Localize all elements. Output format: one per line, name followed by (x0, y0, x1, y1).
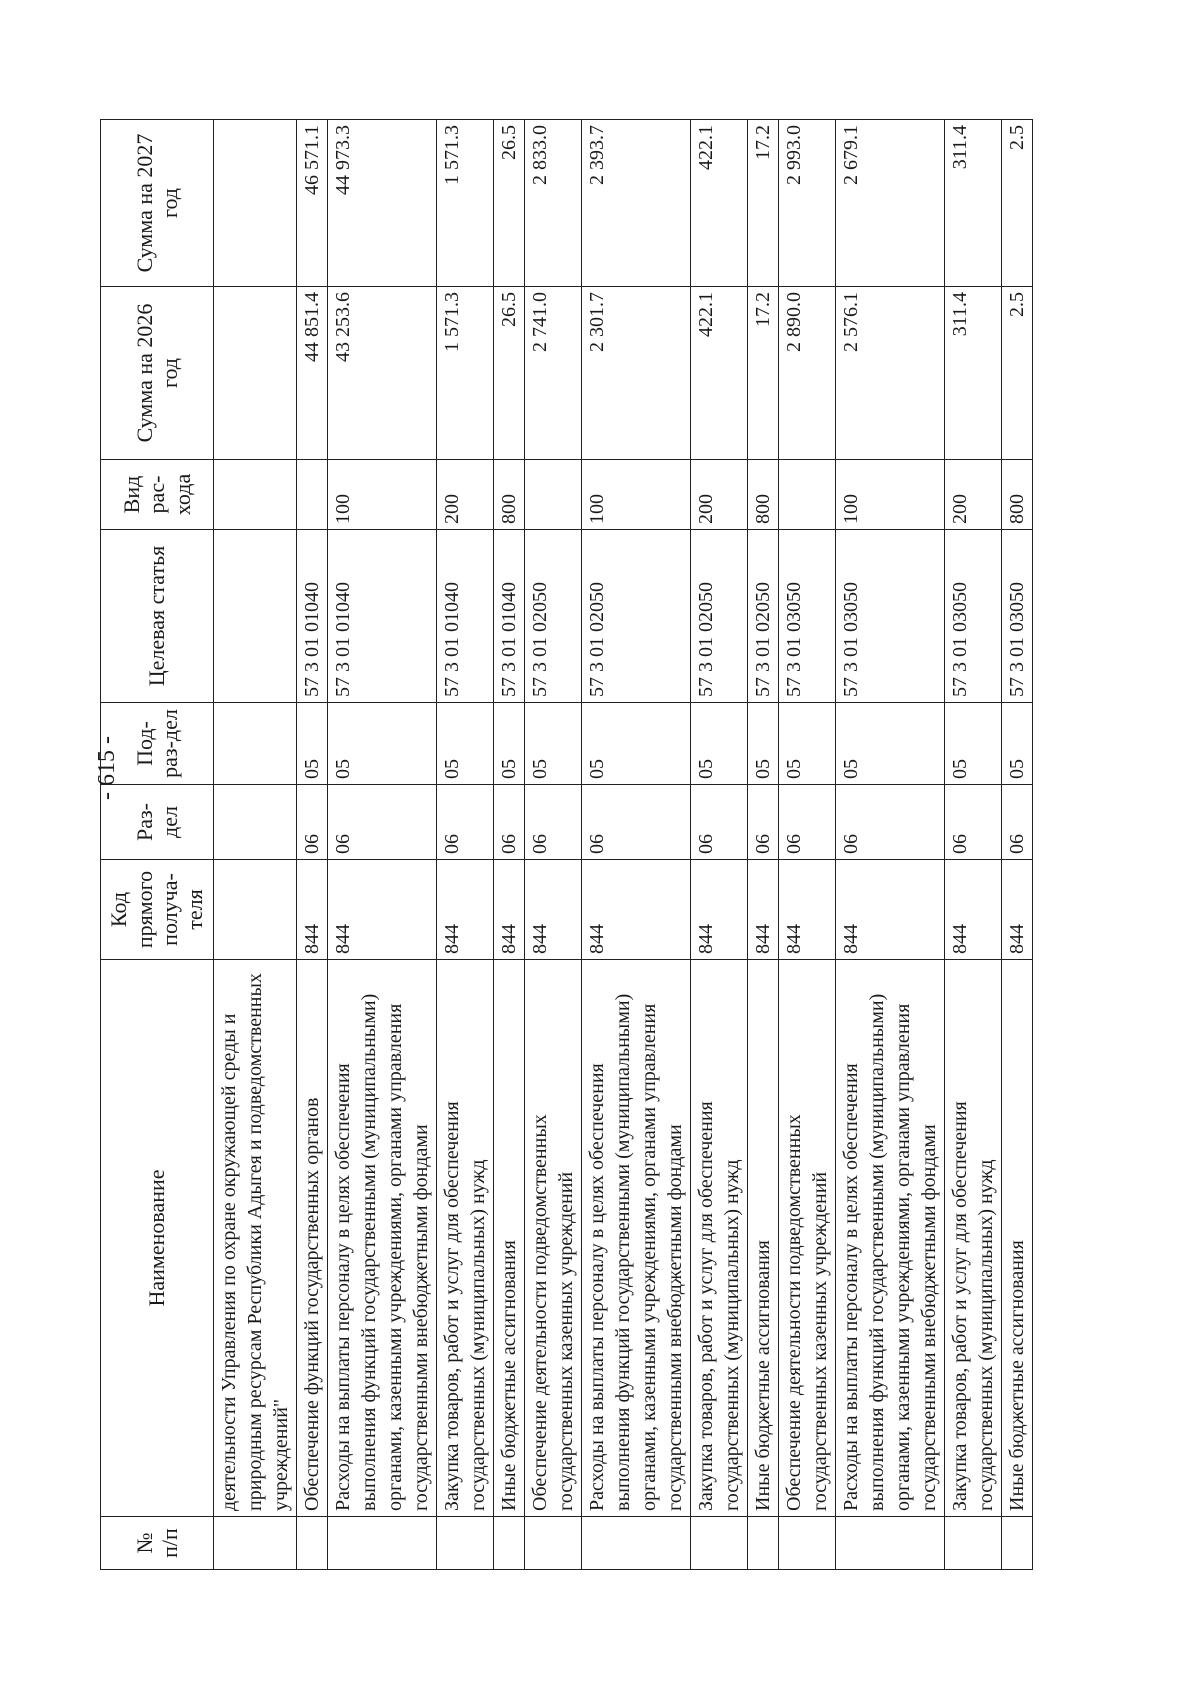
table-body (214, 120, 1033, 1570)
cell-expense-type (779, 460, 836, 530)
cell-subsection: 05 (748, 703, 779, 785)
header-name: Наименование (101, 960, 214, 1517)
cell-section: 06 (328, 785, 437, 860)
cell-section: 06 (836, 785, 945, 860)
cell-sum-2026: 2 890.0 (779, 287, 836, 460)
cell-recipient-code: 844 (836, 860, 945, 960)
cell-section: 06 (494, 785, 525, 860)
cell-sum-2027 (214, 120, 297, 287)
cell-recipient-code: 844 (582, 860, 691, 960)
cell-expense-type: 100 (582, 460, 691, 530)
cell-sum-2026: 1 571.3 (437, 287, 494, 460)
header-recipient-code: Код прямого получа-теля (101, 860, 214, 960)
cell-expense-type: 100 (328, 460, 437, 530)
cell-subsection: 05 (297, 703, 328, 785)
cell-section: 06 (779, 785, 836, 860)
cell-expense-type: 200 (691, 460, 748, 530)
cell-section: 06 (582, 785, 691, 860)
cell-sum-2027: 2 833.0 (525, 120, 582, 287)
cell-sum-2026 (214, 287, 297, 460)
cell-name: деятельности Управления по охране окружающей среды и природным ресурсам Республики Адыгея и подведомственных учреждений" (214, 960, 297, 1517)
cell-name: Расходы на выплаты персоналу в целях обеспечения выполнения функций государственными (муниципальными) органами, казенными учреждениями, органами управления государственными внебюджетными фондами (328, 960, 437, 1517)
table-row (437, 120, 494, 1570)
table-row (748, 120, 779, 1570)
header-target-article: Целевая статья (101, 530, 214, 703)
header-no: № п/п (101, 1517, 214, 1570)
cell-name: Иные бюджетные ассигнования (494, 960, 525, 1517)
cell-name: Иные бюджетные ассигнования (748, 960, 779, 1517)
cell-subsection: 05 (525, 703, 582, 785)
cell-name: Обеспечение функций государственных органов (297, 960, 328, 1517)
cell-sum-2026: 2 576.1 (836, 287, 945, 460)
cell-recipient-code: 844 (945, 860, 1002, 960)
cell-sum-2026: 44 851.4 (297, 287, 328, 460)
cell-expense-type: 100 (836, 460, 945, 530)
cell-no (582, 1517, 691, 1570)
table-row (582, 120, 691, 1570)
cell-subsection: 05 (1002, 703, 1033, 785)
cell-name: Закупка товаров, работ и услуг для обеспечения государственных (муниципальных) нужд (437, 960, 494, 1517)
cell-recipient-code: 844 (437, 860, 494, 960)
cell-no (297, 1517, 328, 1570)
table-row (525, 120, 582, 1570)
cell-no (748, 1517, 779, 1570)
cell-name: Расходы на выплаты персоналу в целях обеспечения выполнения функций государственными (муниципальными) органами, казенными учреждениями, органами управления государственными внебюджетными фондами (582, 960, 691, 1517)
cell-target-article: 57 3 01 03050 (779, 530, 836, 703)
cell-sum-2027: 44 973.3 (328, 120, 437, 287)
cell-subsection: 05 (779, 703, 836, 785)
cell-sum-2026: 422.1 (691, 287, 748, 460)
cell-subsection: 05 (494, 703, 525, 785)
cell-section: 06 (691, 785, 748, 860)
cell-name: Обеспечение деятельности подведомственных государственных казенных учреждений (779, 960, 836, 1517)
cell-sum-2026: 26.5 (494, 287, 525, 460)
cell-no (494, 1517, 525, 1570)
cell-expense-type (297, 460, 328, 530)
cell-target-article: 57 3 01 02050 (582, 530, 691, 703)
header-sum-2026: Сумма на 2026 год (101, 287, 214, 460)
cell-section (214, 785, 297, 860)
cell-sum-2026: 2.5 (1002, 287, 1033, 460)
cell-recipient-code: 844 (1002, 860, 1033, 960)
cell-expense-type: 800 (494, 460, 525, 530)
cell-section: 06 (748, 785, 779, 860)
cell-no (214, 1517, 297, 1570)
cell-no (328, 1517, 437, 1570)
cell-no (836, 1517, 945, 1570)
cell-sum-2026: 17.2 (748, 287, 779, 460)
cell-sum-2027: 1 571.3 (437, 120, 494, 287)
cell-no (1002, 1517, 1033, 1570)
cell-subsection: 05 (437, 703, 494, 785)
cell-expense-type (525, 460, 582, 530)
cell-section: 06 (1002, 785, 1033, 860)
cell-recipient-code (214, 860, 297, 960)
cell-recipient-code: 844 (494, 860, 525, 960)
cell-section: 06 (945, 785, 1002, 860)
cell-sum-2027: 311.4 (945, 120, 1002, 287)
header-sum-2027: Сумма на 2027 год (101, 120, 214, 287)
cell-subsection: 05 (691, 703, 748, 785)
cell-no (691, 1517, 748, 1570)
cell-target-article: 57 3 01 03050 (945, 530, 1002, 703)
header-expense-type: Вид рас-хода (101, 460, 214, 530)
cell-expense-type (214, 460, 297, 530)
cell-recipient-code: 844 (691, 860, 748, 960)
cell-expense-type: 200 (945, 460, 1002, 530)
cell-name: Обеспечение деятельности подведомственных государственных казенных учреждений (525, 960, 582, 1517)
page-number: - 615 - (94, 736, 120, 800)
table-row (328, 120, 437, 1570)
cell-target-article: 57 3 01 02050 (748, 530, 779, 703)
header-subsection: Под-раз-дел (101, 703, 214, 785)
cell-target-article: 57 3 01 01040 (437, 530, 494, 703)
cell-name: Закупка товаров, работ и услуг для обеспечения государственных (муниципальных) нужд (691, 960, 748, 1517)
cell-sum-2027: 17.2 (748, 120, 779, 287)
cell-no (525, 1517, 582, 1570)
cell-target-article: 57 3 01 03050 (1002, 530, 1033, 703)
cell-sum-2027: 2.5 (1002, 120, 1033, 287)
table-row (1002, 120, 1033, 1570)
cell-subsection: 05 (836, 703, 945, 785)
table-row (691, 120, 748, 1570)
cell-name: Закупка товаров, работ и услуг для обеспечения государственных (муниципальных) нужд (945, 960, 1002, 1517)
rotated-page-content (100, 120, 1050, 1570)
cell-target-article: 57 3 01 01040 (297, 530, 328, 703)
table-row (214, 120, 297, 1570)
cell-recipient-code: 844 (297, 860, 328, 960)
cell-subsection: 05 (945, 703, 1002, 785)
cell-section: 06 (437, 785, 494, 860)
cell-target-article: 57 3 01 02050 (525, 530, 582, 703)
table-row (836, 120, 945, 1570)
cell-sum-2027: 46 571.1 (297, 120, 328, 287)
cell-sum-2026: 311.4 (945, 287, 1002, 460)
cell-recipient-code: 844 (525, 860, 582, 960)
cell-expense-type: 200 (437, 460, 494, 530)
cell-section: 06 (525, 785, 582, 860)
cell-subsection: 05 (328, 703, 437, 785)
cell-expense-type: 800 (1002, 460, 1033, 530)
table-header-row (101, 120, 214, 1570)
cell-sum-2026: 2 301.7 (582, 287, 691, 460)
cell-sum-2027: 2 993.0 (779, 120, 836, 287)
cell-sum-2026: 2 741.0 (525, 287, 582, 460)
cell-sum-2026: 43 253.6 (328, 287, 437, 460)
cell-subsection (214, 703, 297, 785)
cell-name: Иные бюджетные ассигнования (1002, 960, 1033, 1517)
budget-table (100, 119, 1033, 1570)
cell-recipient-code: 844 (328, 860, 437, 960)
cell-no (437, 1517, 494, 1570)
table-row (494, 120, 525, 1570)
cell-no (779, 1517, 836, 1570)
cell-no (945, 1517, 1002, 1570)
cell-target-article: 57 3 01 01040 (494, 530, 525, 703)
cell-name: Расходы на выплаты персоналу в целях обеспечения выполнения функций государственными (муниципальными) органами, казенными учреждениями, органами управления государственными внебюджетными фондами (836, 960, 945, 1517)
cell-target-article: 57 3 01 01040 (328, 530, 437, 703)
table-row (945, 120, 1002, 1570)
cell-sum-2027: 2 393.7 (582, 120, 691, 287)
cell-section: 06 (297, 785, 328, 860)
table-row (297, 120, 328, 1570)
cell-sum-2027: 26.5 (494, 120, 525, 287)
cell-expense-type: 800 (748, 460, 779, 530)
cell-sum-2027: 422.1 (691, 120, 748, 287)
cell-target-article: 57 3 01 02050 (691, 530, 748, 703)
cell-target-article (214, 530, 297, 703)
cell-sum-2027: 2 679.1 (836, 120, 945, 287)
cell-recipient-code: 844 (779, 860, 836, 960)
cell-subsection: 05 (582, 703, 691, 785)
table-row (779, 120, 836, 1570)
cell-target-article: 57 3 01 03050 (836, 530, 945, 703)
header-section: Раз-дел (101, 785, 214, 860)
cell-recipient-code: 844 (748, 860, 779, 960)
